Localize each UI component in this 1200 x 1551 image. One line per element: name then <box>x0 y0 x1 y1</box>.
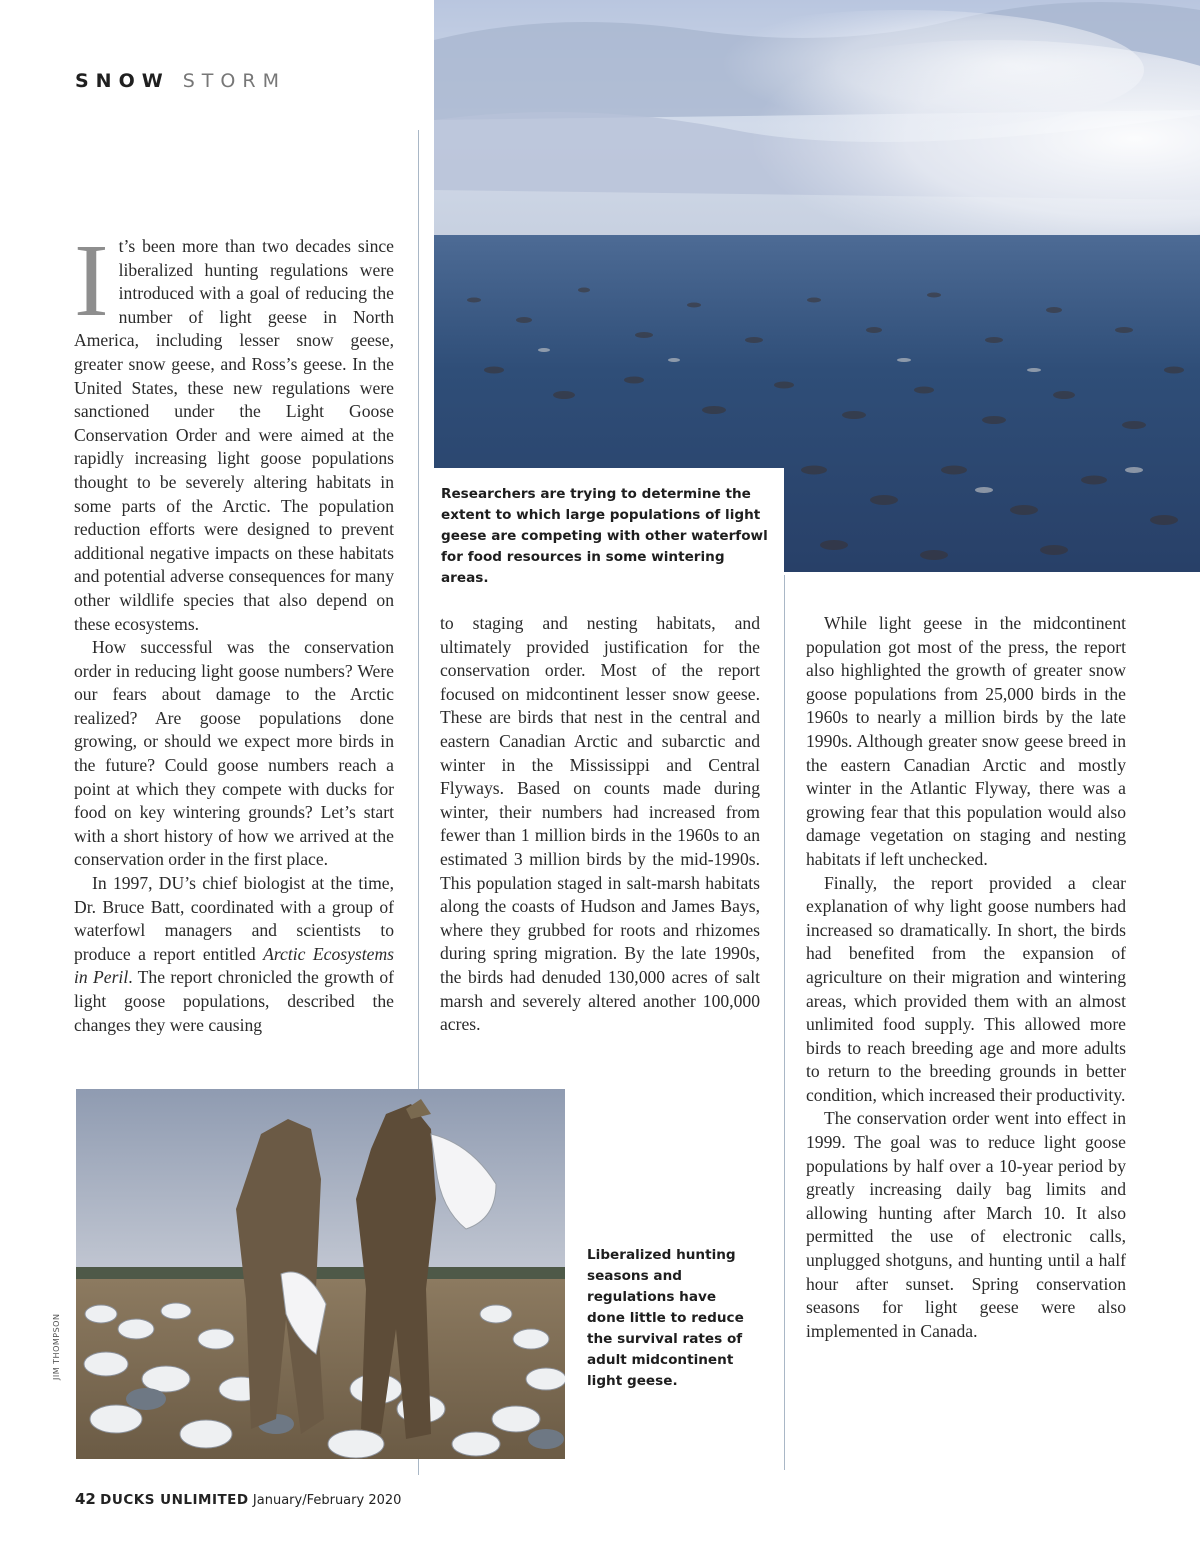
drop-cap: I <box>74 223 109 338</box>
photo-hunters-with-geese <box>76 1089 565 1459</box>
paragraph-midcontinent: to staging and nesting habitats, and ultimately provided justification for the conservation order. Most of the report focused on midcontinent lesser snow geese. These are birds that nest in the central and eastern Canadian Arctic and subarctic and winter in the Mississippi and Central Flyways. Based on counts made during winter, their numbers had increased from fewer than 1 million birds in the 1960s to an estimated 3 million birds by the mid-1990s. This population staged in salt-marsh habitats along the coasts of Hudson and James Bays, where they grubbed for roots and rhizomes during spring migration. By the late 1990s, the birds had denuded 130,000 acres of salt marsh and severely altered another 100,000 acres. <box>440 613 760 1035</box>
paragraph-intro <box>74 223 394 636</box>
paragraph-intro-text: t’s been more than two decades since liberalized hunting regulations were introduced with a goal of reducing the number of light geese in North America, including lesser snow geese, greater snow geese, and Ross’s geese. In the United States, these new regulations were sanctioned under the Light Goose Conservation Order and were aimed at the rapidly increasing light goose populations thought to be severely altering habitats in some parts of the Arctic. The population reduction efforts were designed to prevent additional negative impacts on these habitats and potential adverse consequences for many other wildlife species that also depend on these ecosystems. <box>74 236 394 634</box>
section-kicker <box>75 70 286 92</box>
column-rule-right <box>784 575 785 1470</box>
page-footer <box>75 1490 401 1508</box>
kicker-word-snow: SNOW <box>75 70 170 92</box>
page-number: 42 <box>75 1490 96 1508</box>
paragraph-conservation-order: The conservation order went into effect in 1999. The goal was to reduce light goose populations by half over a 10-year period by greatly increasing daily bag limits and allowing hunting after March 10. It also permitted the use of electronic calls, unplugged shotguns, and hunting until a half hour after sunset. Spring conservation seasons for light geese were also implemented in Canada. <box>806 1108 1126 1341</box>
issue-date: January/February 2020 <box>252 1493 402 1508</box>
paragraph-history <box>74 872 394 1037</box>
article-column-2 <box>440 612 760 1037</box>
paragraph-greater-snow-geese: While light geese in the midcontinent population got most of the press, the report also highlighted the growth of greater snow goose populations from 25,000 birds in the 1960s to nearly a million birds by the late 1990s. Although greater snow geese breed in the eastern Canadian Arctic and mostly winter in the Atlantic Flyway, there was a growing fear that this population would also damage vegetation on staging and nesting habitats if left unchecked. <box>806 613 1126 869</box>
hero-photo-caption: Researchers are trying to determine the extent to which large populations of light geese are competing with other waterfowl for food resources in some wintering areas. <box>441 486 768 586</box>
hunters-photo-caption: Liberalized hunting seasons and regulations have done little to reduce the survival rates of adult midcontinent light geese. <box>587 1247 744 1389</box>
paragraph-history-text-b: . The report chronicled the growth of light goose populations, described the changes they were causing <box>74 967 394 1035</box>
photo-credit: JIM THOMPSON <box>52 1313 61 1380</box>
report-title: Arctic Ecosystems in Peril <box>74 943 394 988</box>
article-column-1 <box>74 223 394 1037</box>
article-column-3 <box>806 612 1126 1343</box>
paragraph-history-text-a: In 1997, DU’s chief biologist at the time, Dr. Bruce Batt, coordinated with a group of waterfowl managers and scientists to produce a report entitled <box>74 873 394 964</box>
magazine-name: DUCKS UNLIMITED <box>100 1492 249 1508</box>
paragraph-agriculture: Finally, the report provided a clear explanation of why light goose numbers had increased so dramatically. In short, the birds had benefited from the expansion of agriculture on their migration and wintering areas, which provided them with an almost unlimited food supply. This allowed more birds to reach breeding age and more adults to return to the breeding grounds in better condition, which increased their productivity. <box>806 872 1126 1105</box>
paragraph-questions: How successful was the conservation order in reducing light goose numbers? Were our fears about damage to the Arctic realized? Are goose populations done growing, or should we expect more birds in the future? Could goose numbers reach a point at which they compete with ducks for food on key wintering grounds? Let’s start with a short history of how we arrived at the conservation order in the first place. <box>74 637 394 870</box>
kicker-word-storm: STORM <box>182 70 286 92</box>
